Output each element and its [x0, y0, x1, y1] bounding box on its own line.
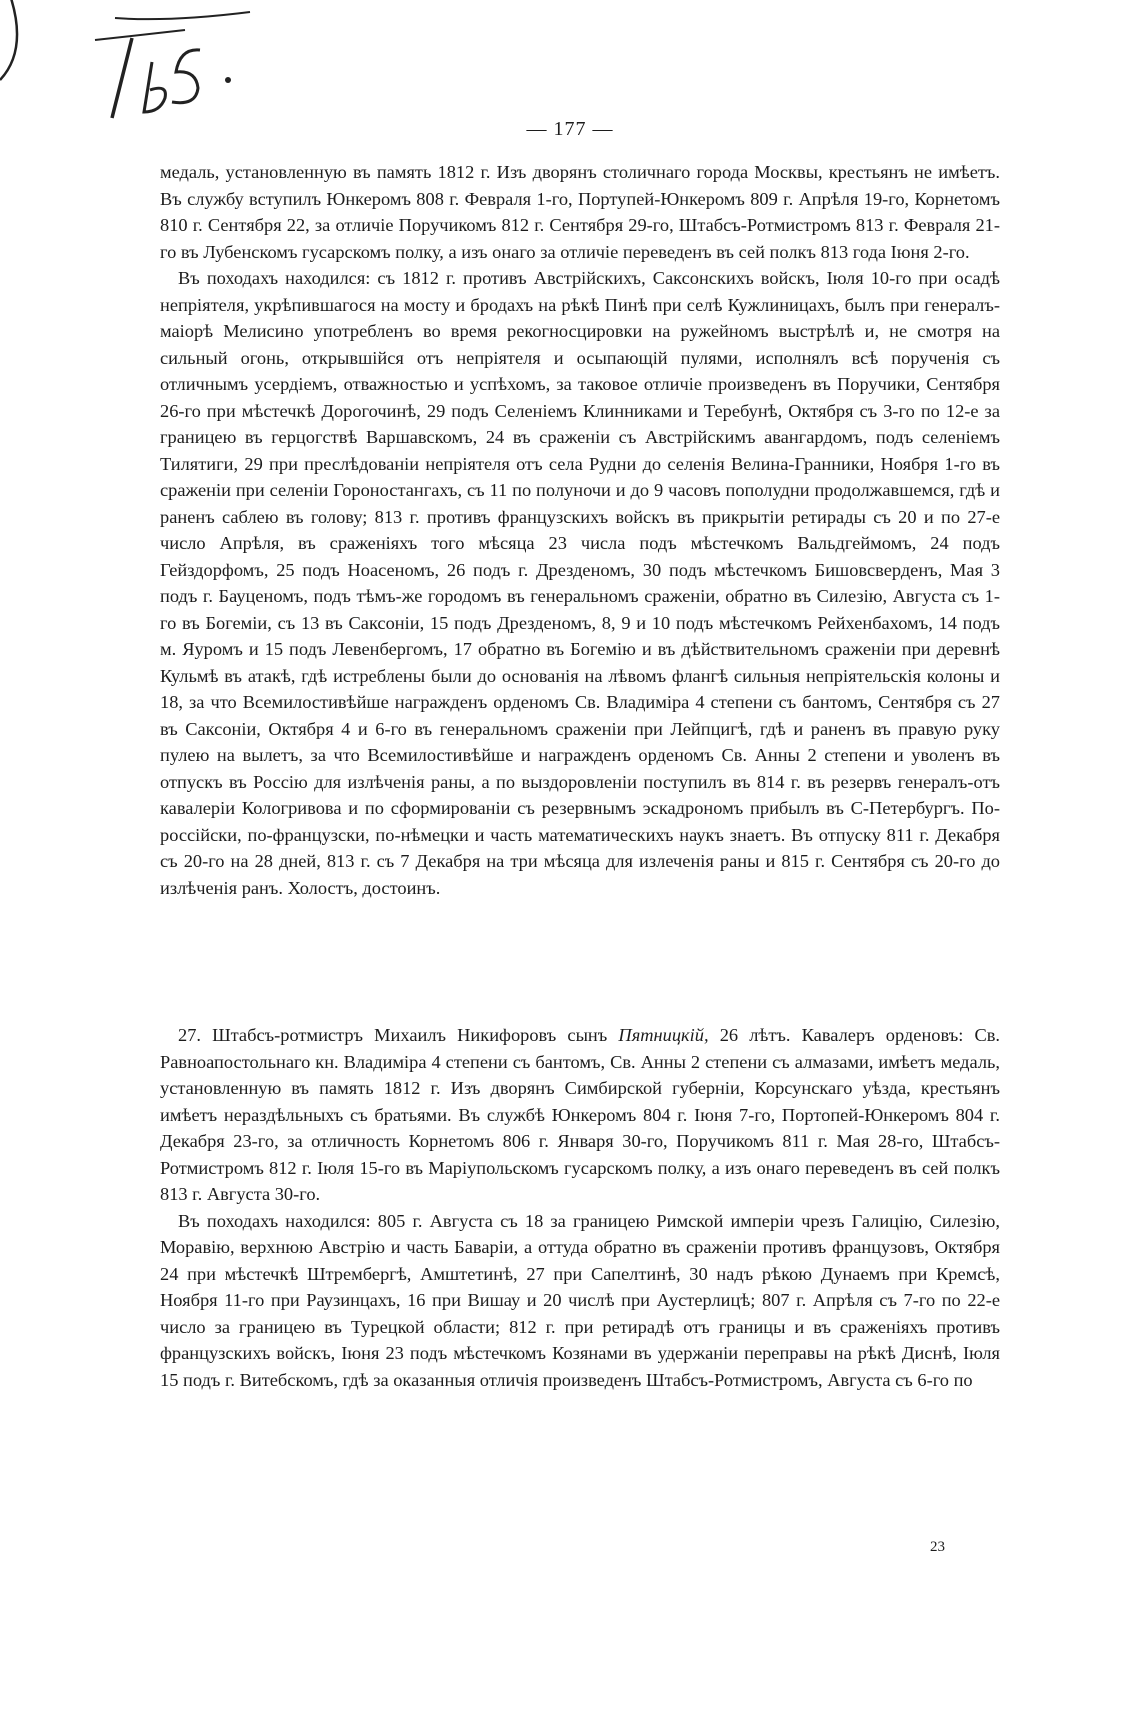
entry-27 [160, 1022, 1000, 1393]
entry-27-intro-rest: 26 лѣтъ. Кавалеръ орденовъ: Св. Равноапостольнаго кн. Владиміра 4 степени съ бантомъ, Св. Анны 2 степени съ алмазами, имѣетъ медаль, установленную въ память 1812 г. Изъ дворянъ Симбирской губерніи, Корсунскаго уѣзда, крестьянъ имѣетъ нераздѣльныхъ съ братьями. Въ службѣ Юнкеромъ 804 г. Іюня 7-го, Портопей-Юнкеромъ 804 г. Декабря 23-го, за отличность Корнетомъ 806 г. Января 30-го, Поручикомъ 811 г. Мая 28-го, Штабсъ-Ротмистромъ 812 г. Іюля 15-го въ Маріупольскомъ гусарскомъ полку, а изъ онаго переведенъ въ сей полкъ 813 г. Августа 30-го. [160, 1025, 1001, 1204]
handwritten-number-text: 165. [0, 0, 2, 1]
entry-26-continuation [160, 159, 1000, 901]
page-number: — 177 — [526, 118, 614, 140]
entry-27-intro-paragraph [160, 1022, 1000, 1208]
entry-27-intro-start: 27. Штабсъ-ротмистръ Михаилъ Никифоровъ сынъ [178, 1025, 619, 1045]
signature-mark: 23 [930, 1539, 945, 1555]
campaigns-paragraph: Въ походахъ находился: съ 1812 г. противъ Австрійскихъ, Саксонскихъ войскъ, Іюля 10-го при осадѣ непріятеля, укрѣпившагося на мосту и бродахъ на рѣкѣ Пинѣ при селѣ Кужлиницахъ, былъ при генералъ-маіорѣ Мелисино употребленъ во время рекогносцировки на ружейномъ выстрѣлѣ и, не смотря на сильный огонь, открывшійся отъ непріятеля и осыпающій пулями, исполнялъ всѣ порученія съ отличнымъ усердіемъ, отважностью и успѣхомъ, за таковое отличіе произведенъ въ Поручики, Сентября 26-го при мѣстечкѣ Дорогочинѣ, 29 подъ Селеніемъ Клинниками и Теребунѣ, Октября съ 3-го по 12-е за границею въ герцогствѣ Варшавскомъ, 24 въ сраженіи съ Австрійскимъ авангардомъ, подъ селеніемъ Тилятиги, 29 при преслѣдованіи непріятеля отъ села Рудни до селенія Велина-Гранники, Ноября 1-го въ сраженіи при селеніи Гороностангахъ, съ 11 по полуночи и до 9 часовъ пополудни продолжавшемся, гдѣ и раненъ саблею въ голову; 813 г. противъ французскихъ войскъ въ прикрытіи ретирады съ 20 и по 27-е число Апрѣля, въ сраженіяхъ того мѣсяца 23 числа подъ мѣстечкомъ Вальдгеймомъ, 24 подъ Гейздорфомъ, 25 подъ Ноасеномъ, 26 подъ г. Дрезденомъ, 30 подъ мѣстечкомъ Бишовсверденъ, Мая 3 подъ г. Бауценомъ, подъ тѣмъ-же городомъ въ генеральномъ сраженіи, обратно въ Силезію, Августа съ 1-го въ Богеміи, съ 13 въ Саксоніи, 15 подъ Дрезденомъ, 8, 9 и 10 подъ мѣстечкомъ Рейхенбахомъ, 14 подъ м. Яуромъ и 15 подъ Левенбергомъ, 17 обратно въ Богемію и въ дѣйствительномъ сраженіи при деревнѣ Кульмѣ въ атакѣ, гдѣ истреблены были до основанія на лѣвомъ флангѣ сильныя непріятельскія колоны и 18, за что Всемилостивѣйше награжденъ орденомъ Св. Владиміра 4 степени съ бантомъ, Сентября съ 27 въ Саксоніи, Октября 4 и 6-го въ генеральномъ сраженіи при Лейпцигѣ, гдѣ и раненъ въ правую руку пулею на вылетъ, за что Всемилостивѣйше и награжденъ орденомъ Св. Анны 2 степени и уволенъ въ отпускъ въ Россію для излѣченія раны, а по выздоровленіи поступилъ въ 814 г. въ резервъ генералъ-отъ кавалеріи Кологривова и по сформированіи съ резервнымъ эскадрономъ прибылъ въ С-Петербургъ. По-россійски, по-французски, по-нѣмецки и часть математическихъ наукъ знаетъ. Въ отпуску 811 г. Декабря съ 20-го на 28 дней, 813 г. съ 7 Декабря на три мѣсяца для излеченія раны и 815 г. Сентября съ 20-го до излѣченія ранъ. Холостъ, достоинъ. [160, 268, 1000, 898]
service-record-paragraph: медаль, установленную въ память 1812 г. Изъ дворянъ столичнаго города Москвы, крестьянъ не имѣетъ. Въ службу вступилъ Юнкеромъ 808 г. Февраля 1-го, Портупей-Юнкеромъ 809 г. Апрѣля 19-го, Корнетомъ 810 г. Сентября 22, за отличіе Поручикомъ 812 г. Сентября 29-го, Штабсъ-Ротмистромъ 813 г. Февраля 21-го въ Лубенскомъ гусарскомъ полку, а изъ онаго за отличіе переведенъ въ сей полкъ 813 года Іюня 2-го. [160, 162, 1000, 262]
entry-27-surname: Пятницкій, [618, 1025, 709, 1045]
entry-27-campaigns-paragraph: Въ походахъ находился: 805 г. Августа съ 18 за границею Римской имперіи чрезъ Галицію, Силезію, Моравію, верхнюю Австрію и часть Баваріи, а оттуда обратно въ сраженіи противъ французовъ, Октября 24 при мѣстечкѣ Штрембергѣ, Амштетинѣ, 27 при Сапелтинѣ, 30 надъ рѣкою Дунаемъ при Кремсѣ, Ноября 11-го при Раузинцахъ, 16 при Вишау и 20 числѣ при Аустерлицѣ; 807 г. Апрѣля съ 7-го по 22-е число за границею въ Турецкой области; 812 г. при ретирадѣ отъ границы и въ сраженіяхъ противъ французскихъ войскъ, Іюня 23 подъ мѣстечкомъ Козянами въ удержаніи переправы на рѣкѣ Диснѣ, Іюля 15 подъ г. Витебскомъ, гдѣ за оказанныя отличія произведенъ Штабсъ-Ротмистромъ, Августа съ 6-го по [160, 1210, 1000, 1390]
